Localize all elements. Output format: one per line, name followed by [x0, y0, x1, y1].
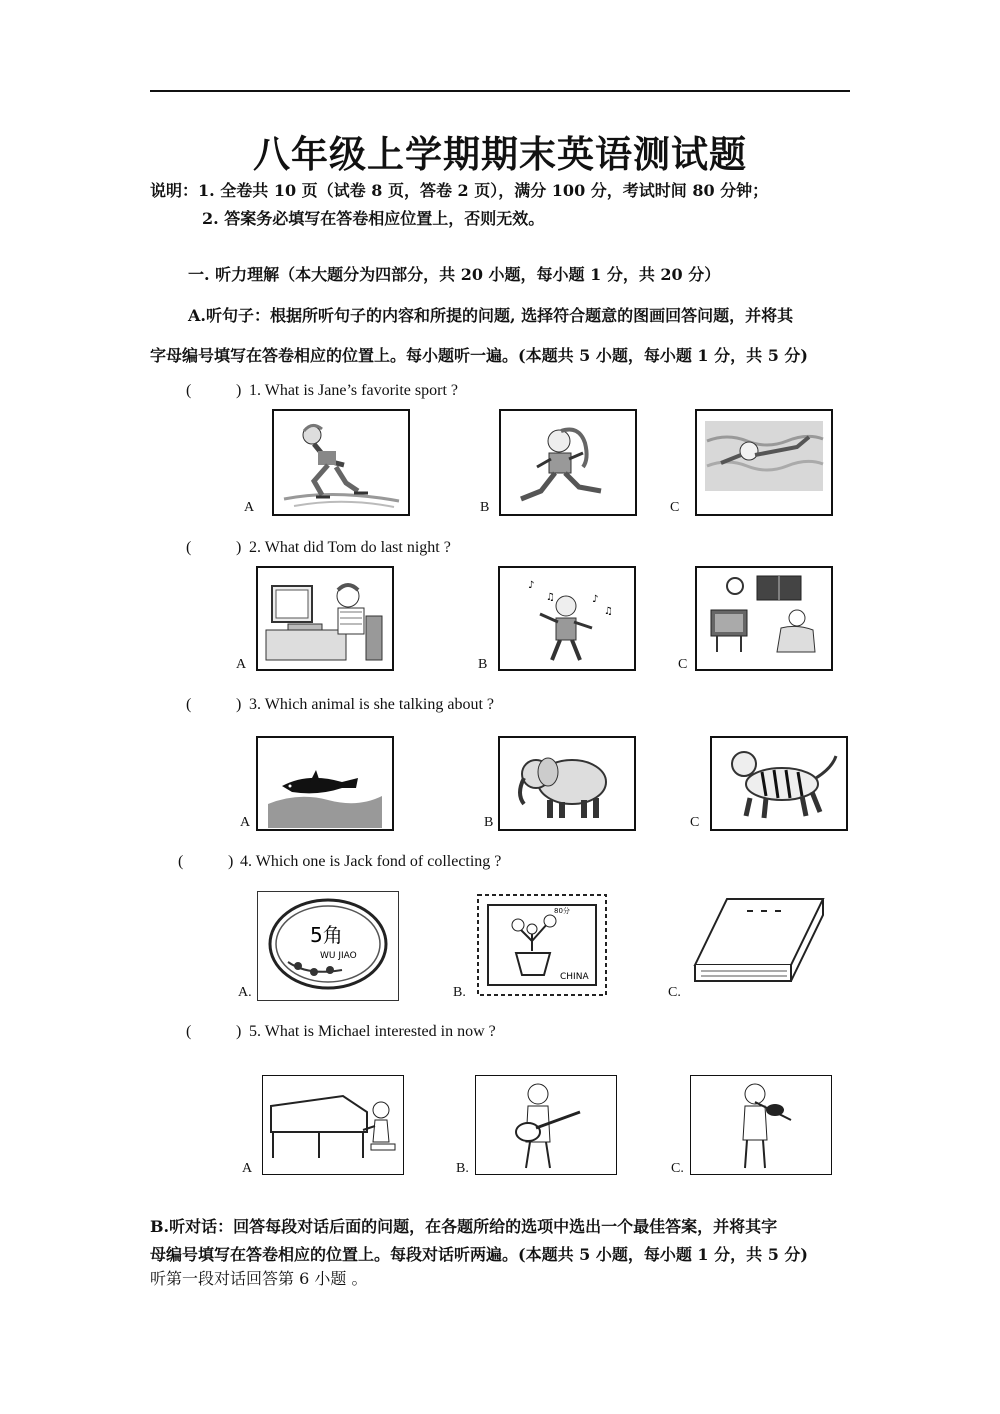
piano-player-image: [262, 1075, 404, 1175]
answer-paren-open: (: [178, 853, 184, 870]
elephant-image: [498, 736, 636, 831]
girl-swimming-image: [695, 409, 833, 516]
svg-text:♪: ♪: [592, 594, 599, 605]
instructions-line-2: 2. 答案务必填写在答卷相应位置上，否则无效。: [202, 209, 545, 228]
option-c-label: C: [690, 815, 700, 830]
answer-paren-close: ): [236, 539, 242, 556]
part-b-first-dialogue-note: 听第一段对话回答第 6 小题 。: [150, 1269, 368, 1288]
option-b-label: B.: [456, 1161, 469, 1176]
violin-player-image: [690, 1075, 832, 1175]
option-a-label: A: [244, 500, 255, 515]
option-a-label: A: [240, 815, 251, 830]
question-2: 2. What did Tom do last night ?: [249, 539, 451, 556]
svg-text:♫: ♫: [604, 606, 613, 617]
top-rule: [150, 90, 850, 92]
coin-inscription-text: WU JIAO: [320, 951, 357, 961]
option-a-label: A: [242, 1161, 253, 1176]
answer-paren-close: ): [236, 1023, 242, 1040]
answer-paren-open: (: [186, 539, 192, 556]
option-c-label: C.: [668, 985, 681, 1000]
svg-text:♪: ♪: [528, 580, 535, 591]
man-watching-tv-image: [695, 566, 833, 671]
option-a-label: A.: [238, 985, 252, 1000]
girl-dancing-image: [498, 566, 636, 671]
part-b-instructions-2: 母编号填写在答卷相应的位置上。每段对话听两遍。(本题共 5 小题，每小题 1 分，共 5 分): [150, 1245, 808, 1264]
option-c-label: C: [670, 500, 680, 515]
whale-image: [256, 736, 394, 831]
book-image: [687, 891, 827, 999]
coin-value-text: 5角: [310, 923, 343, 947]
option-b-label: B: [480, 500, 490, 515]
coin-image: [257, 891, 399, 1001]
question-5: 5. What is Michael interested in now ?: [249, 1023, 496, 1040]
guitar-player-image: [475, 1075, 617, 1175]
stamp-image: [472, 891, 612, 999]
option-b-label: B: [478, 657, 488, 672]
girl-running-image: [499, 409, 637, 516]
answer-paren-close: ): [228, 853, 234, 870]
answer-paren-open: (: [186, 382, 192, 399]
stamp-value-text: 80分: [554, 907, 570, 915]
answer-paren-close: ): [236, 696, 242, 713]
page-title: 八年级上学期期末英语测试题: [253, 132, 747, 176]
svg-text:♫: ♫: [546, 592, 555, 603]
boy-using-computer-image: [256, 566, 394, 671]
question-1: 1. What is Jane’s favorite sport ?: [249, 382, 458, 399]
option-a-label: A: [236, 657, 247, 672]
tiger-image: [710, 736, 848, 831]
part-a-instructions-1: A.听句子：根据所听句子的内容和所提的问题, 选择符合题意的图画回答问题，并将其: [188, 306, 794, 325]
option-c-label: C.: [671, 1161, 684, 1176]
part-a-instructions-2: 字母编号填写在答卷相应的位置上。每小题听一遍。(本题共 5 小题，每小题 1 分，共 5 分): [150, 346, 808, 365]
section-heading: 一. 听力理解（本大题分为四部分，共 20 小题，每小题 1 分，共 20 分）: [188, 265, 721, 284]
question-3: 3. Which animal is she talking about ?: [249, 696, 494, 713]
option-b-label: B: [484, 815, 494, 830]
instructions-line-1: 说明：1. 全卷共 10 页（试卷 8 页，答卷 2 页），满分 100 分，考试时间 80 分钟；: [150, 181, 769, 200]
stamp-country-text: CHINA: [560, 972, 589, 982]
answer-paren-open: (: [186, 1023, 192, 1040]
part-b-instructions-1: B.听对话：回答每段对话后面的问题，在各题所给的选项中选出一个最佳答案，并将其字: [150, 1217, 778, 1236]
answer-paren-close: ): [236, 382, 242, 399]
girl-skating-image: [272, 409, 410, 516]
answer-paren-open: (: [186, 696, 192, 713]
question-4: 4. Which one is Jack fond of collecting ?: [240, 853, 502, 870]
option-b-label: B.: [453, 985, 466, 1000]
option-c-label: C: [678, 657, 688, 672]
